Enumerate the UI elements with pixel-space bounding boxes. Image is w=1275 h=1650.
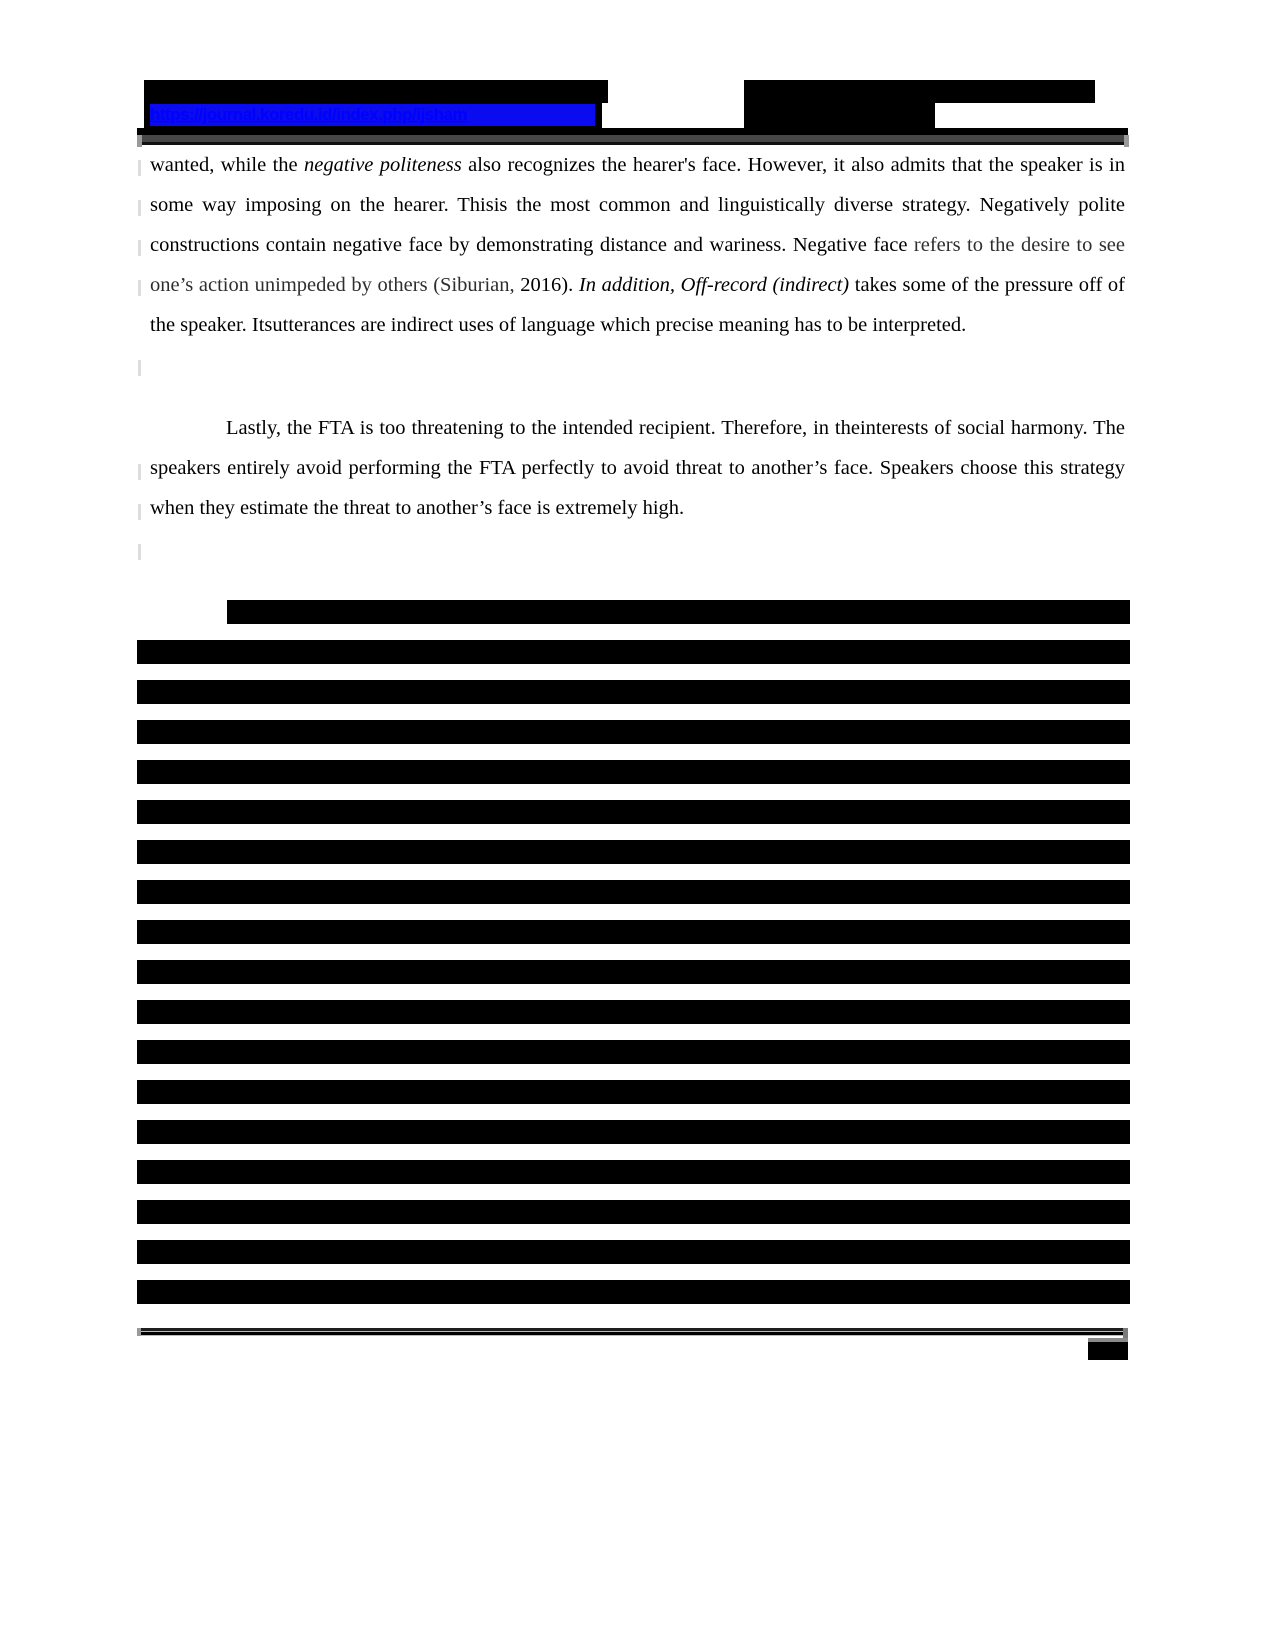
redacted-line: [137, 840, 1130, 864]
redacted-line: [137, 920, 1130, 944]
margin-tick: [138, 280, 141, 296]
footer-rule: [140, 1331, 1124, 1336]
redacted-line: [137, 1000, 1130, 1024]
issn-info-redacted-line2: [744, 103, 935, 128]
redacted-line: [137, 1080, 1130, 1104]
redacted-line: [137, 800, 1130, 824]
margin-tick: [138, 360, 141, 376]
issn-info-redacted: [744, 80, 1095, 103]
redacted-line: [137, 680, 1130, 704]
text-run: 2016).: [514, 274, 579, 296]
journal-url-link[interactable]: https://journal.koredu.id/index.php/ijsham: [150, 104, 595, 126]
margin-tick: [138, 200, 141, 216]
page-number-redacted: [1088, 1338, 1128, 1360]
text-run: wanted, while the: [150, 154, 304, 176]
redacted-line: [137, 1160, 1130, 1184]
redacted-line: [137, 960, 1130, 984]
body-paragraph-politeness-strategies: [150, 145, 1125, 345]
header-gray-band: [137, 135, 1128, 142]
margin-tick: [138, 544, 141, 560]
redacted-line: [137, 640, 1130, 664]
redacted-line: [227, 600, 1130, 624]
redacted-line: [137, 880, 1130, 904]
footer-cap-left: [137, 1328, 141, 1336]
text-run: also recognizes the hearer's face. However, it also admits that the speaker is in some way imposing on the hearer. Thisis the most common and linguistically diverse strategy. Negatively polite constructions contain negative face by demonstrating distance and wariness. Negative face: [150, 154, 1125, 256]
text-run-gray: refers to the desire to see one’s action unimpeded by others (Siburian,: [150, 234, 1125, 296]
redacted-line: [137, 1280, 1130, 1304]
header-cap-left: [137, 135, 142, 147]
redacted-line: [137, 1040, 1130, 1064]
body-paragraph-avoid-fta: Lastly, the FTA is too threatening to the intended recipient. Therefore, in theinterests of social harmony. The speakers entirely avoid performing the FTA perfectly to avoid threat to another’s face. Speakers choose this strategy when they estimate the threat to another’s face is extremely high.: [150, 417, 1125, 519]
margin-tick: [138, 504, 141, 520]
redacted-line: [137, 760, 1130, 784]
redacted-line: [137, 1200, 1130, 1224]
redacted-line: [137, 1120, 1130, 1144]
footer-cap-right: [1123, 1328, 1128, 1338]
header-bar: [137, 128, 1128, 135]
margin-tick: [138, 240, 141, 256]
margin-tick: [138, 160, 141, 176]
term-off-record: In addition, Off-record (indirect): [578, 274, 850, 296]
term-negative-politeness: negative politeness: [303, 154, 462, 176]
journal-title-redacted: [144, 80, 608, 103]
redacted-line: [137, 1240, 1130, 1264]
margin-tick: [138, 464, 141, 480]
text-run: takes some of the pressure off of the speaker. Itsutterances are indirect uses of language which precise meaning has to be interpreted.: [150, 274, 1125, 336]
redacted-line: [137, 720, 1130, 744]
